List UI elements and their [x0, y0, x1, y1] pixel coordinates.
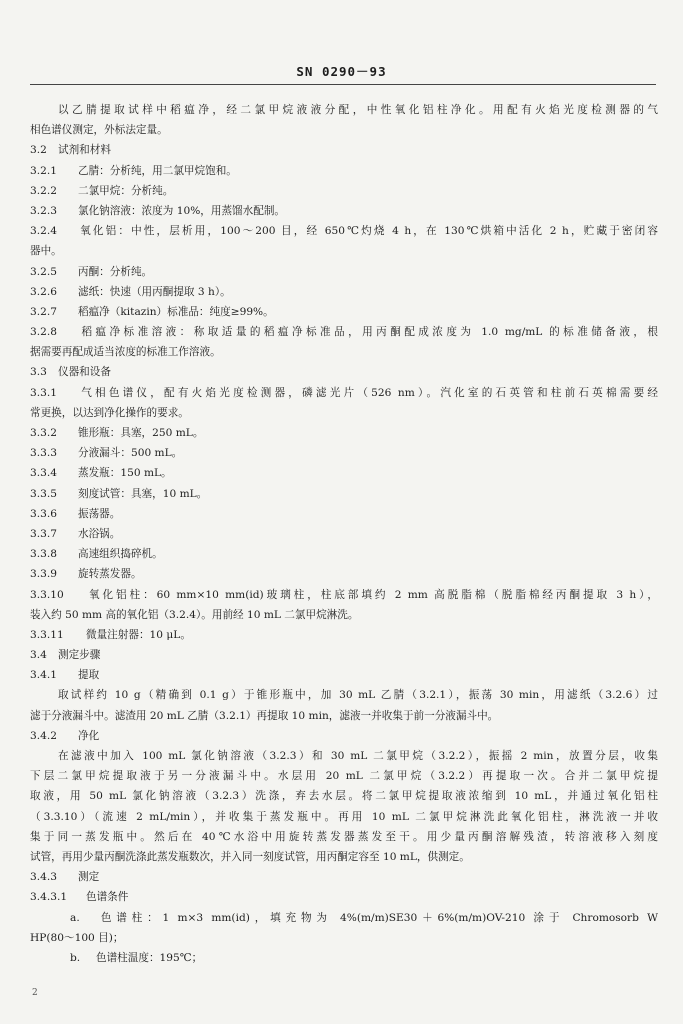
- document-body: [30, 100, 658, 968]
- item-3-2-8-cont: 据需要再配成适当浓度的标准工作溶液。: [30, 346, 221, 359]
- item-3-2-4-cont: 器中。: [30, 245, 62, 258]
- item-3-3-7: 3.3.7 水浴锅。: [30, 527, 121, 540]
- item-3-2-3: 3.2.3 氯化钠溶液：浓度为 10%，用蒸馏水配制。: [30, 204, 286, 217]
- page-number: 2: [32, 988, 38, 998]
- item-3-3-10: 3.3.10 氧化铝柱：60 mm×10 mm(id)玻璃柱，柱底部填约 2 mm 高脱脂棉（脱脂棉经丙酮提取 3 h），: [30, 588, 658, 601]
- item-3-3-5: 3.3.5 刻度试管：具塞，10 mL。: [30, 487, 208, 500]
- section-3-2-heading: 3.2 试剂和材料: [30, 144, 111, 157]
- section-3-4-3-heading: 3.4.3 测定: [30, 871, 100, 884]
- item-3-3-8: 3.3.8 高速组织捣碎机。: [30, 548, 163, 561]
- item-3-3-11: 3.3.11 微量注射器：10 μL。: [30, 628, 191, 641]
- para-3-4-2-line-5: 集于同一蒸发瓶中。然后在 40℃水浴中用旋转蒸发器蒸发至干。用少量丙酮溶解残渣，转溶液移入刻度: [30, 830, 658, 843]
- standard-number-header: SN 0290－93: [296, 64, 387, 79]
- item-3-3-3: 3.3.3 分液漏斗：500 mL。: [30, 447, 183, 460]
- para-3-4-2-line-6: 试管，再用少量丙酮洗涤此蒸发瓶数次，并入同一刻度试管，用丙酮定容至 10 mL，供测定。: [30, 850, 470, 863]
- item-3-3-1-cont: 常更换，以达到净化操作的要求。: [30, 406, 189, 419]
- list-item-a-cont: HP(80～100 目)；: [30, 931, 124, 944]
- list-item-a: a. 色谱柱：1 m×3 mm(id)，填充物为 4%(m/m)SE30＋6%(m/m)OV-210 涂于 Chromosorb W: [70, 911, 658, 924]
- item-3-3-6: 3.3.6 振荡器。: [30, 507, 121, 520]
- section-3-4-1-heading: 3.4.1 提取: [30, 669, 100, 682]
- item-3-2-8: 3.2.8 稻瘟净标准溶液：称取适量的稻瘟净标准品，用丙酮配成浓度为 1.0 mg/mL 的标准储备液，根: [30, 326, 658, 339]
- header-rule: [30, 84, 656, 85]
- item-3-2-7: 3.2.7 稻瘟净（kitazin）标准品：纯度≥99%。: [30, 305, 274, 318]
- para-3-4-1-line-2: 滤于分液漏斗中。滤渣用 20 mL 乙腈（3.2.1）再提取 10 min，滤液一并收集于前一分液漏斗中。: [30, 709, 499, 722]
- intro-line-1: 以乙腈提取试样中稻瘟净，经二氯甲烷液液分配，中性氧化铝柱净化。用配有火焰光度检测器的气: [58, 104, 658, 116]
- item-3-2-6: 3.2.6 滤纸：快速（用丙酮提取 3 h）。: [30, 285, 231, 298]
- item-3-2-4: 3.2.4 氧化铝：中性，层析用，100～200 目，经 650℃灼烧 4 h，在 130℃烘箱中活化 2 h，贮藏于密闭容: [30, 225, 658, 238]
- section-3-4-heading: 3.4 测定步骤: [30, 649, 101, 662]
- item-3-3-4: 3.3.4 蒸发瓶：150 mL。: [30, 467, 172, 480]
- intro-line-2: 相色谱仪测定，外标法定量。: [30, 124, 168, 137]
- para-3-4-2-line-1: 在滤液中加入 100 mL 氯化钠溶液（3.2.3）和 30 mL 二氯甲烷（3.2.2），振摇 2 min，放置分层，收集: [58, 750, 658, 762]
- section-3-4-3-1-heading: 3.4.3.1 色谱条件: [30, 891, 129, 904]
- section-3-4-2-heading: 3.4.2 净化: [30, 729, 100, 742]
- item-3-3-9: 3.3.9 旋转蒸发器。: [30, 568, 142, 581]
- item-3-3-10-cont: 装入约 50 mm 高的氧化铝（3.2.4）。用前经 10 mL 二氯甲烷淋洗。: [30, 608, 359, 621]
- item-3-2-1: 3.2.1 乙腈：分析纯，用二氯甲烷饱和。: [30, 164, 237, 177]
- item-3-3-2: 3.3.2 锥形瓶：具塞，250 mL。: [30, 427, 204, 439]
- para-3-4-1-line-1: 取试样约 10 g（精确到 0.1 g）于锥形瓶中，加 30 mL 乙腈（3.2.1），振荡 30 min，用滤纸（3.2.6）过: [58, 689, 658, 702]
- item-3-3-1: 3.3.1 气相色谱仪，配有火焰光度检测器，磷滤光片（526 nm）。汽化室的石英管和柱前石英棉需要经: [30, 386, 658, 399]
- list-item-b: b. 色谱柱温度：195℃；: [70, 951, 203, 964]
- para-3-4-2-line-3: 取液，用 50 mL 氯化钠溶液（3.2.3）洗涤，弃去水层。将二氯甲烷提取液浓缩到 10 mL，并通过氧化铝柱: [30, 790, 658, 803]
- item-3-2-2: 3.2.2 二氯甲烷：分析纯。: [30, 184, 174, 197]
- para-3-4-2-line-2: 下层二氯甲烷提取液于另一分液漏斗中。水层用 20 mL 二氯甲烷（3.2.2）再提取一次。合并二氯甲烷提: [30, 770, 658, 783]
- para-3-4-2-line-4: （3.3.10）（流速 2 mL/min），并收集于蒸发瓶中。再用 10 mL 二氯甲烷淋洗此氧化铝柱，淋洗液一并收: [30, 810, 658, 823]
- section-3-3-heading: 3.3 仪器和设备: [30, 366, 111, 379]
- item-3-2-5: 3.2.5 丙酮：分析纯。: [30, 265, 153, 278]
